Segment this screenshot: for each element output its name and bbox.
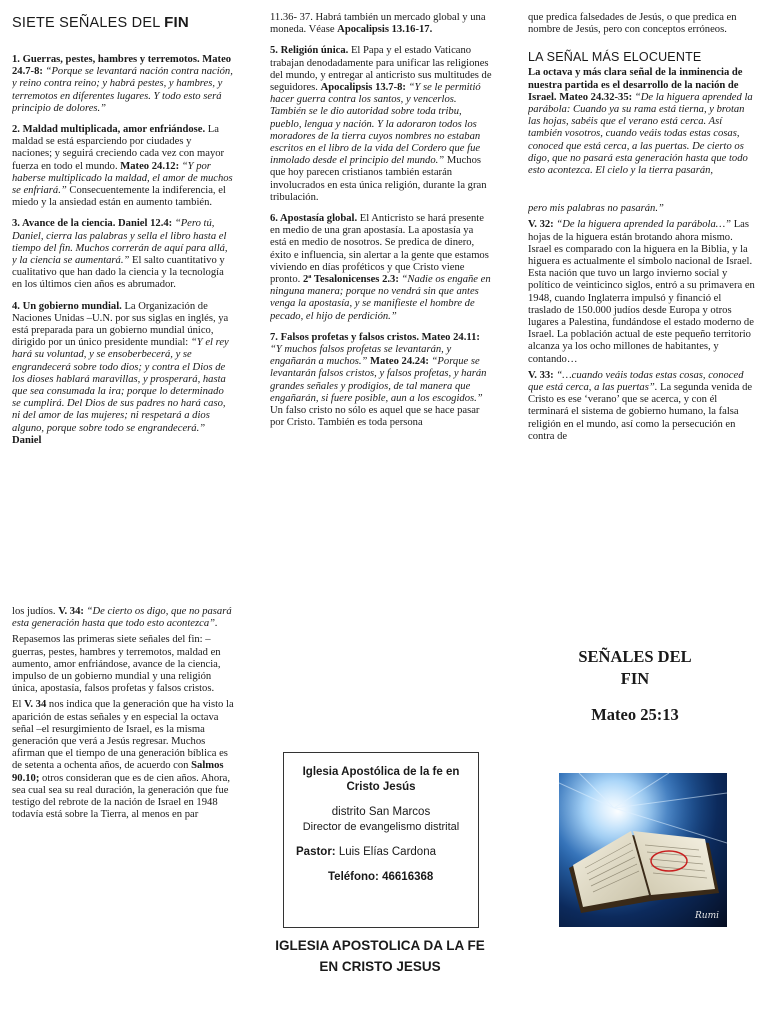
church-info-box [283, 752, 479, 928]
verse-32: V. 32: “De la higuera aprended la parábola…” Las hojas de la higuera están brotando ahora mismo. Israel es comparado con la higuera en la Biblia, y la higuera es actualmente el símbolo nacional de Israel. Esta nación que tuvo un largo invierno social y político de veinticinco siglos, entró a su primavera en 1948, cuando Inglaterra impulsó y financió el traslado de 150.000 judíos desde Europa y otros lugares a Palestina, fundándose el estado moderno de Israel. La población actual de este pequeño territorio alcanza ya los ocho millones de habitantes, y contando… [528, 219, 755, 365]
phone-number: 46616368 [382, 871, 434, 883]
sign-4: 4. Un gobierno mundial. La Organización de Naciones Unidas –U.N. por sus siglas en inglés, ya está preparada para un gobierno mundial único, dirigido por un único presidente mundial: “Y el rey hará su voluntad, y se ensoberbecerá, y se engrandecerá sobre todo dios; y contra el Dios de los dioses hablará maravillas, y prosperará, hasta que sea consumada la ira; porque lo determinado se cumplirá. Del Dios de sus padres no hará caso, ni del amor de las mujeres; ni respetará a dios alguno, porque sobre todo se engrandecerá.” Daniel [12, 300, 229, 446]
church-name: Iglesia Apostólica de la fe en Cristo Jesús [302, 766, 460, 793]
cover-reference: Mateo 25:13 [591, 705, 679, 724]
column-4 [12, 606, 236, 1018]
column-1 [12, 14, 234, 559]
pastor-name: Luis Elías Cardona [338, 846, 436, 858]
cover-title: SEÑALES DEL FIN [578, 647, 692, 688]
eloquent-sign-body: La octava y más clara señal de la inminencia de nuestra partida es el desarrollo de la nación de Israel. Mateo 24.32-35: “De la higuera aprended la parábola: Cuando ya su rama está tierna, y brotan las hojas, sabéis que el verano está cerca. Así también vosotros, cuando veáis todas estas cosas, conoced que está cerca, a las puertas. De cierto os digo, que no pasará esta generación hasta que todo esto acontezca. El cielo y la tierra pasarán, [528, 67, 753, 177]
summary-paragraph: Repasemos las primeras siete señales del fin: – guerras, pestes, hambres y terremotos, maldad en aumento, amor enfriándose, avance de la ciencia, impulso de un gobierno mundial y una religión única, apostasía, falsos profetas y falsos cristos. [12, 634, 221, 695]
sign-7: 7. Falsos profetas y falsos cristos. Mateo 24.11: “Y muchos falsos profetas se levantarán, y engañarán a muchos.” Mateo 24.24: “Porque se levantarán falsos cristos, y falsos profetas, y harán grandes señales y prodigios, de tal manera que engañarán, si fuere posible, aun a los escogidos.” Un falso cristo no sólo es aquel que se hace pasar por Cristo. También es toda persona [270, 331, 487, 429]
col2-intro: 11.36- 37. Habrá también un mercado global y una moneda. Véase Apocalipsis 13.16-17. [270, 12, 486, 36]
phone-label: Teléfono: [328, 871, 379, 883]
phone-row [292, 870, 470, 885]
column-3 [528, 12, 756, 557]
verse-33: V. 33: “…cuando veáis todas estas cosas, conoced que está cerca, a las puertas”. La segunda venida de Cristo es ese ‘verano’ que se acerca, y con él terminará el sistema de gobierno humano, la falsa religión en el mundo, así como la persecución en contra de [528, 369, 753, 442]
quote-continuation: pero mis palabras no pasarán.” [528, 203, 664, 215]
sign-2: 2. Maldad multiplicada, amor enfriándose. La maldad se está esparciendo por ciudades y naciones; y seguirá creciendo cada vez con mayor fuerza en todo el mundo. Mateo 24.12: “Y por haberse multiplicado la maldad, el amor de muchos se enfriará.” Consecuentemente la indiferencia, el miedo y la ansiedad están en aumento también. [12, 124, 233, 209]
open-bible-icon [559, 773, 727, 927]
sign-5: 5. Religión única. El Papa y el estado Vaticano trabajan denodadamente para unificar las religiones del mundo, y entregar al anticristo sus multitudes de seguidores. Apocalipsis 13.7-8: “Y se le permitió hacer guerra contra los santos, y vencerlos. También se le dio autoridad sobre toda tribu, pueblo, lengua y nación. Y la adoraron todos los moradores de la tierra cuyos nombres no estaban escritos en el libro de la vida del Cordero que fue inmolado desde el principio del mundo.” Muchos que hoy parecen cristianos también estarán involucrados en esta única religión, durante la gran tribulación. [270, 45, 492, 203]
church-role: Director de evangelismo distrital [302, 821, 460, 833]
image-signature: Rumi [695, 911, 719, 921]
pastor-row [292, 845, 470, 860]
sign-3: 3. Avance de la ciencia. Daniel 12.4: “Pero tú, Daniel, cierra las palabras y sella el libro hasta el tiempo del fin. Muchos correrán de aquí para allá, y la ciencia se aumentará.” El salto cuantitativo y cualitativo que han dado la ciencia y la tecnología en los últimos cien años es abrumador. [12, 218, 228, 291]
section-heading: SIETE SEÑALES DEL FIN [12, 14, 189, 31]
column-2 [270, 12, 492, 557]
open-bible-image [559, 773, 727, 927]
generation-paragraph: El V. 34 nos indica que la generación que ha visto la aparición de estas señales y en especial la octava señal –el resurgimiento de Israel, es la misma generación que verá a Jesús regresar. Muchos afirman que el tiempo de una generación bíblica es de setenta a ochenta años, de acuerdo con Salmos 90.10; otros consideran que es de cien años. Ahora, sea cual sea su real duración, la generación que fue testigo del rebrote de la nación de Israel en 1948 todavía está sobre la Tierra, al menos en par [12, 699, 234, 821]
eloquent-sign-heading: LA SEÑAL MÁS ELOCUENTE [528, 50, 702, 65]
sign-1: 1. Guerras, pestes, hambres y terremotos. Mateo 24.7-8: “Porque se levantará nación contra nación, y reino contra reino; y habrá pestes, y hambres, y terremotos en diferentes lugares. Y todo esto será principio de dolores.” [12, 54, 233, 114]
verse-34: los judíos. V. 34: “De cierto os digo, que no pasará esta generación hasta que todo esto acontezca”. [12, 606, 232, 630]
sign-6: 6. Apostasía global. El Anticristo se hará presente en medio de una gran apostasía. La apostasía ya está en medio de nosotros. Se predica de dinero, éxito e influencia, sin alertar a la gente que estamos viviendo en días proféticos y que Cristo viene pronto. 2ª Tesalonicenses 2.3: “Nadie os engañe en ninguna manera; porque no vendrá sin que antes venga la apostasía, y se manifieste el hombre de pecado, el hijo de perdición.” [270, 213, 491, 322]
col3-intro: que predica falsedades de Jesús, o que predica en nombre de Jesús, pero con conceptos erróneos. [528, 12, 737, 36]
footer-church-name: IGLESIA APOSTOLICA DA LA FE EN CRISTO JESUS [275, 938, 485, 974]
church-district: distrito San Marcos [331, 806, 431, 818]
pastor-label: Pastor: [296, 846, 336, 858]
